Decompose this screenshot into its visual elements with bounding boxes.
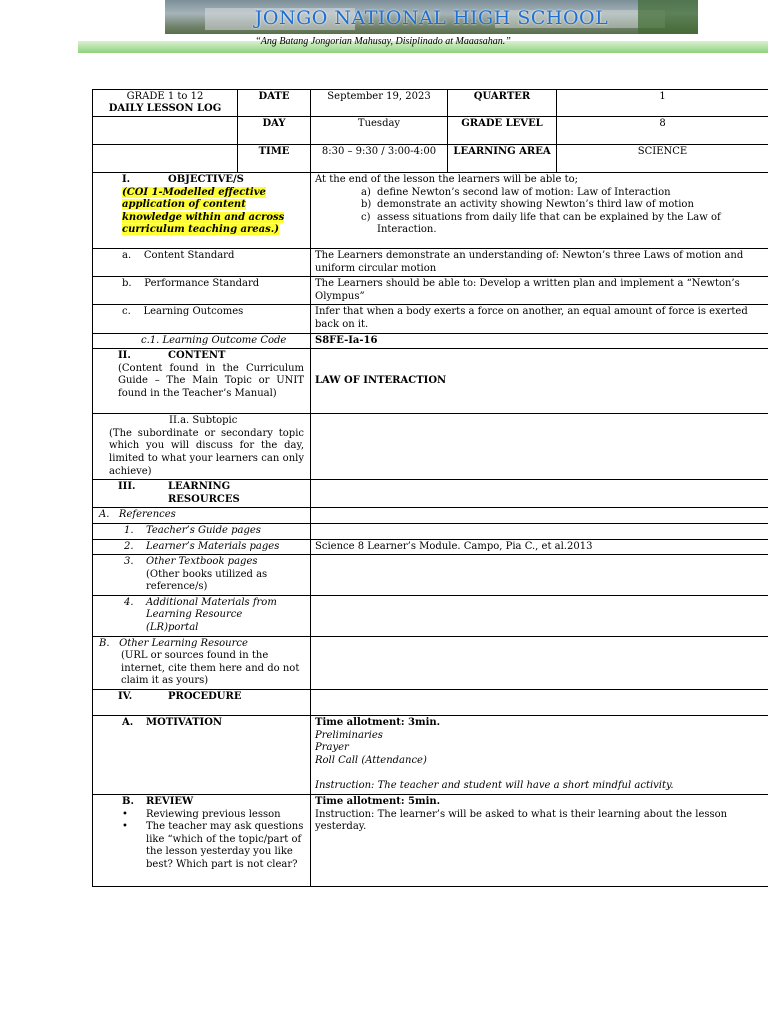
subtopic-desc: (The subordinate or secondary topic which you will discuss for the day, limited to what your learners can only achieve) bbox=[109, 427, 304, 477]
date-label: DATE bbox=[238, 90, 311, 117]
resource-row-1 bbox=[93, 523, 768, 539]
review-label-cell bbox=[93, 795, 311, 887]
review-bullet: • Reviewing previous lesson bbox=[122, 808, 281, 820]
resource-value-2: Science 8 Learner’s Module. Campo, Pia C., et al.2013 bbox=[311, 539, 768, 555]
outcome-code-value: S8FE-Ia-16 bbox=[311, 333, 768, 349]
objectives-label-cell bbox=[93, 173, 311, 249]
procedure-row bbox=[93, 690, 768, 716]
learning-area-value: SCIENCE bbox=[557, 145, 768, 173]
other-resource-value bbox=[311, 636, 768, 689]
motivation-line: Preliminaries bbox=[315, 729, 383, 741]
performance-standard-value: The Learners should be able to: Develop a written plan and implement a “Newton’s Olympus” bbox=[311, 277, 768, 305]
learning-resources-heading: III. LEARNING RESOURCES bbox=[93, 480, 311, 508]
review-row bbox=[93, 795, 768, 887]
objectives-row bbox=[93, 173, 768, 249]
time-value: 8:30 – 9:30 / 3:00-4:00 bbox=[311, 145, 448, 173]
content-label-cell bbox=[93, 349, 311, 414]
empty-cell bbox=[93, 117, 238, 145]
other-resource-label: B. Other Learning Resource bbox=[99, 637, 248, 649]
other-resource-label-cell bbox=[93, 636, 311, 689]
learning-outcomes-label: c. Learning Outcomes bbox=[93, 305, 311, 333]
review-instruction: Instruction: The learner’s will be asked to what is their learning about the lesson yesterday. bbox=[315, 808, 728, 833]
log-title: DAILY LESSON LOG bbox=[108, 103, 222, 114]
review-content bbox=[311, 795, 768, 887]
resource-row-3 bbox=[93, 555, 768, 596]
content-standard-value: The Learners demonstrate an understanding of: Newton’s three Laws of motion and uniform circular motion bbox=[311, 249, 768, 277]
other-resource-row bbox=[93, 636, 768, 689]
content-desc: (Content found in the Curriculum Guide – The Main Topic or UNIT found in the Teacher’s Manual) bbox=[118, 362, 304, 399]
content-standard-label: a. Content Standard bbox=[93, 249, 311, 277]
learning-area-label: LEARNING AREA bbox=[448, 145, 557, 173]
references-label: A. References bbox=[93, 508, 311, 524]
motivation-line: Prayer bbox=[315, 742, 349, 754]
resource-value-3 bbox=[311, 555, 768, 596]
grade-line: GRADE 1 to 12 bbox=[126, 91, 204, 102]
daily-lesson-log-table bbox=[92, 89, 768, 887]
subtopic-heading: II.a. Subtopic bbox=[169, 415, 238, 427]
resource-row-2 bbox=[93, 539, 768, 555]
info-row-time bbox=[93, 145, 768, 173]
day-value: Tuesday bbox=[311, 117, 448, 145]
content-standard-row bbox=[93, 249, 768, 277]
info-row-date bbox=[93, 90, 768, 117]
review-bullet: • The teacher may ask questions like “which of the topic/part of the lesson yesterday you like best? Which part is not clear? bbox=[122, 821, 304, 870]
resource-value-4 bbox=[311, 595, 768, 636]
resource-label-2: 2. Learner’s Materials pages bbox=[93, 539, 311, 555]
school-motto: “Ang Batang Jongorian Mahusay, Disiplinado at Maaasahan.” bbox=[255, 36, 511, 47]
performance-standard-label: b. Performance Standard bbox=[93, 277, 311, 305]
procedure-heading: IV. PROCEDURE bbox=[93, 690, 311, 716]
other-resource-note: (URL or sources found in the internet, cite them here and do not claim it as yours) bbox=[121, 650, 300, 687]
performance-standard-row bbox=[93, 277, 768, 305]
outcome-code-label: c.1. Learning Outcome Code bbox=[93, 333, 311, 349]
school-name: JONGO NATIONAL HIGH SCHOOL bbox=[254, 7, 609, 29]
info-row-day bbox=[93, 117, 768, 145]
review-time: Time allotment: 5min. bbox=[315, 796, 441, 807]
quarter-label: QUARTER bbox=[448, 90, 557, 117]
empty-cell bbox=[93, 145, 238, 173]
references-row bbox=[93, 508, 768, 524]
objective-item: b) demonstrate an activity showing Newton’s third law of motion bbox=[361, 199, 694, 211]
objectives-content-cell bbox=[311, 173, 768, 249]
subtopic-label-cell bbox=[93, 414, 311, 480]
quarter-value: 1 bbox=[557, 90, 768, 117]
motivation-line: Roll Call (Attendance) bbox=[315, 754, 427, 766]
references-value bbox=[311, 508, 768, 524]
resource-label-3: 3. Other Textbook pages (Other books utilized as reference/s) bbox=[93, 555, 311, 596]
learning-resources-value bbox=[311, 480, 768, 508]
school-banner bbox=[165, 0, 698, 34]
content-value: LAW OF INTERACTION bbox=[311, 349, 768, 414]
objective-item: c) assess situations from daily life that can be explained by the Law of Interaction. bbox=[361, 211, 721, 236]
coi-note: (COI 1-Modelled effective application of content knowledge within and across curriculum teaching areas.) bbox=[122, 186, 285, 236]
procedure-value bbox=[311, 690, 768, 716]
other-textbook-note: (Other books utilized as reference/s) bbox=[146, 568, 268, 593]
motivation-row bbox=[93, 716, 768, 795]
learning-resources-row bbox=[93, 480, 768, 508]
motivation-content bbox=[311, 716, 768, 795]
resource-value-1 bbox=[311, 523, 768, 539]
learning-outcomes-row bbox=[93, 305, 768, 333]
motivation-time: Time allotment: 3min. bbox=[315, 717, 441, 729]
objectives-heading: I. OBJECTIVE/S bbox=[122, 174, 244, 185]
day-label: DAY bbox=[238, 117, 311, 145]
log-title-cell bbox=[93, 90, 238, 117]
resource-row-4 bbox=[93, 595, 768, 636]
resource-label-4: 4. Additional Materials from Learning Resource (LR)portal bbox=[93, 595, 311, 636]
grade-level-label: GRADE LEVEL bbox=[448, 117, 557, 145]
motivation-heading: A. MOTIVATION bbox=[93, 716, 311, 795]
grade-level-value: 8 bbox=[557, 117, 768, 145]
objective-item: a) define Newton’s second law of motion: Law of Interaction bbox=[361, 186, 671, 198]
learning-outcomes-value: Infer that when a body exerts a force on another, an equal amount of force is exerted back on it. bbox=[311, 305, 768, 333]
subtopic-row bbox=[93, 414, 768, 480]
content-heading: II. CONTENT bbox=[118, 350, 226, 362]
resource-label-1: 1. Teacher’s Guide pages bbox=[93, 523, 311, 539]
review-heading: B. REVIEW bbox=[122, 796, 194, 807]
motivation-instruction: Instruction: The teacher and student will have a short mindful activity. bbox=[315, 780, 674, 792]
objectives-list bbox=[315, 187, 764, 237]
content-row bbox=[93, 349, 768, 414]
outcome-code-row bbox=[93, 333, 768, 349]
subtopic-value bbox=[311, 414, 768, 480]
objectives-intro: At the end of the lesson the learners will be able to; bbox=[315, 174, 578, 185]
time-label: TIME bbox=[238, 145, 311, 173]
date-value: September 19, 2023 bbox=[311, 90, 448, 117]
